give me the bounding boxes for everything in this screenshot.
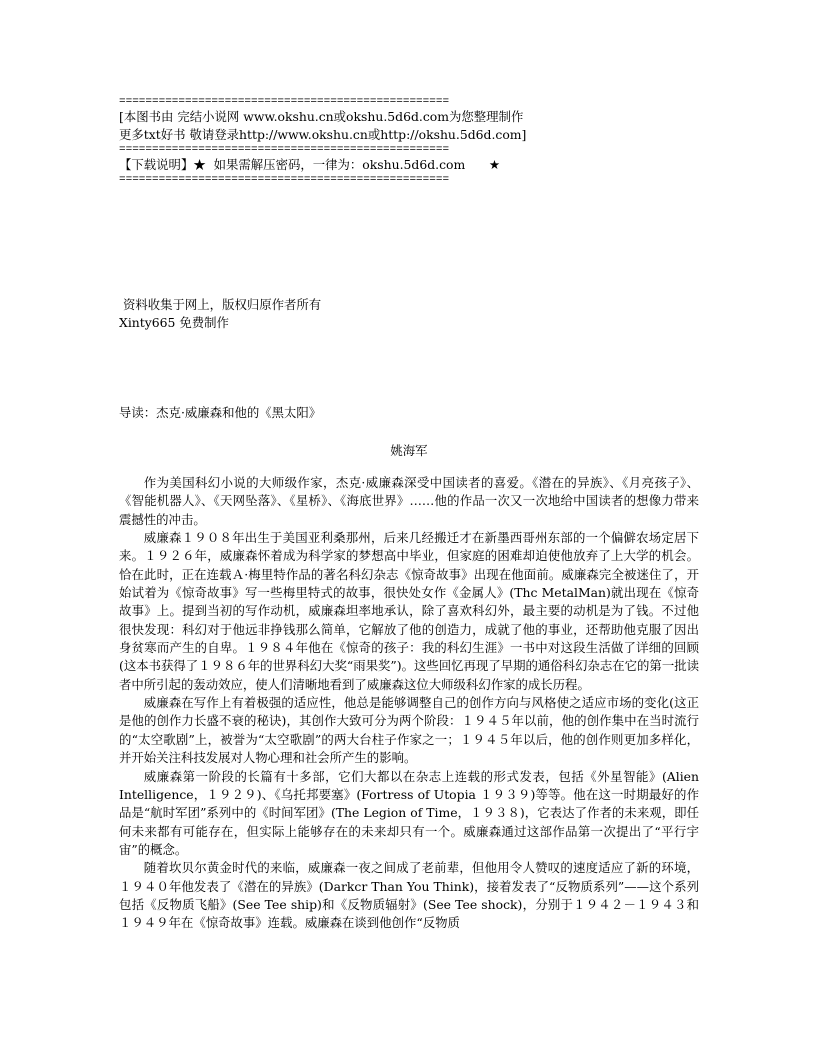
paragraph: 威廉森１９０８年出生于美国亚利桑那州，后来几经搬迁才在新墨西哥州东部的一个偏僻农场定居下来。１９２６年，威廉森怀着成为科学家的梦想高中毕业，但家庭的困难却迫使他放弃了上大学的机会。恰在此时，正在连载Ａ·梅里特作品的著名科幻杂志《惊奇故事》出现在他面前。威廉森完全被迷住了，开始试着为《惊奇故事》写一些梅里特式的故事，很快处女作《金属人》(Thc MetalMan)就出现在《惊奇故事》上。提到当初的写作动机，威廉森坦率地承认，除了喜欢科幻外，最主要的动机是为了钱。不过他很快发现：科幻对于他远非挣钱那么简单，它解放了他的创造力，成就了他的事业，还帮助他克服了因出身贫寒而产生的自卑。１９８４年他在《惊奇的孩子：我的科幻生涯》一书中对这段生活做了详细的回顾(这本书获得了１９８６年的世界科幻大奖“雨果奖”)。这些回忆再现了早期的通俗科幻杂志在它的第一批读者中所引起的轰动效应，使人们清晰地看到了威廉森这位大师级科幻作家的成长历程。 <box>119 530 699 692</box>
article-title: 导读：杰克·威廉森和他的《黑太阳》 <box>119 405 322 420</box>
divider-rule-top: ================================================== <box>119 96 450 108</box>
paragraph: 威廉森在写作上有着极强的适应性，他总是能够调整自己的创作方向与风格使之适应市场的变化(这正是他的创作力长盛不衰的秘诀)，其创作大致可分为两个阶段：１９４５年以前，他的创作集中在当时流行的“太空歌剧”上，被誉为“太空歌剧”的两大台柱子作家之一；１９４５年以后，他的创作则更加多样化，并开始关注科技发展对人物心理和社会所产生的影响。 <box>119 695 699 766</box>
paragraph: 威廉森第一阶段的长篇有十多部，它们大都以在杂志上连载的形式发表，包括《外星智能》(Alien Intelligence，１９２９)、《乌托邦要塞》(Fortress of Utopia １９３９)等等。他在这一时期最好的作品是“航时军团”系列中的《时间军团》(The Legion of Time，１９３８)，它表达了作者的未来观，即任何未来都有可能存在，但实际上能够存在的未来却只有一个。威廉森通过这部作品第一次提出了“平行宇宙”的概念。 <box>119 768 699 857</box>
download-notice-header <box>119 96 526 186</box>
article-body <box>119 474 699 933</box>
paragraph: 随着坎贝尔黄金时代的来临，威廉森一夜之间成了老前辈，但他用令人赞叹的速度适应了新的环境，１９４０年他发表了《潜在的异族》(Darkcr Than You Think)，接着发表了“反物质系列”——这个系列包括《反物质飞船》(See Tee ship)和《反物质辐射》(See Tee shock)，分别于１９４２－１９４３和１９４９年在《惊奇故事》连载。威廉森在谈到他创作“反物质 <box>119 860 699 931</box>
notice-line-1: [本图书由 完结小说网 www.okshu.cn或okshu.5d6d.com为您整理制作 <box>119 109 524 124</box>
credit-block <box>119 296 321 332</box>
article-author: 姚海军 <box>390 443 428 458</box>
divider-rule-bottom: ================================================== <box>119 174 450 186</box>
divider-rule-middle: ================================================== <box>119 144 450 156</box>
notice-line-2: 更多txt好书 敬请登录http://www.okshu.cn或http://okshu.5d6d.com] <box>119 127 527 142</box>
producer-credit: Xinty665 免费制作 <box>119 315 229 330</box>
paragraph: 作为美国科幻小说的大师级作家，杰克·威廉森深受中国读者的喜爱。《潜在的异族》、《月亮孩子》、《智能机器人》、《天网坠落》、《星桥》、《海底世界》……他的作品一次又一次地给中国读者的想像力带来震撼性的冲击。 <box>119 475 699 527</box>
download-instructions: 【下载说明】★ 如果需解压密码，一律为：okshu.5d6d.com ★ <box>119 157 500 172</box>
copyright-note: 资料收集于网上，版权归原作者所有 <box>119 297 322 312</box>
